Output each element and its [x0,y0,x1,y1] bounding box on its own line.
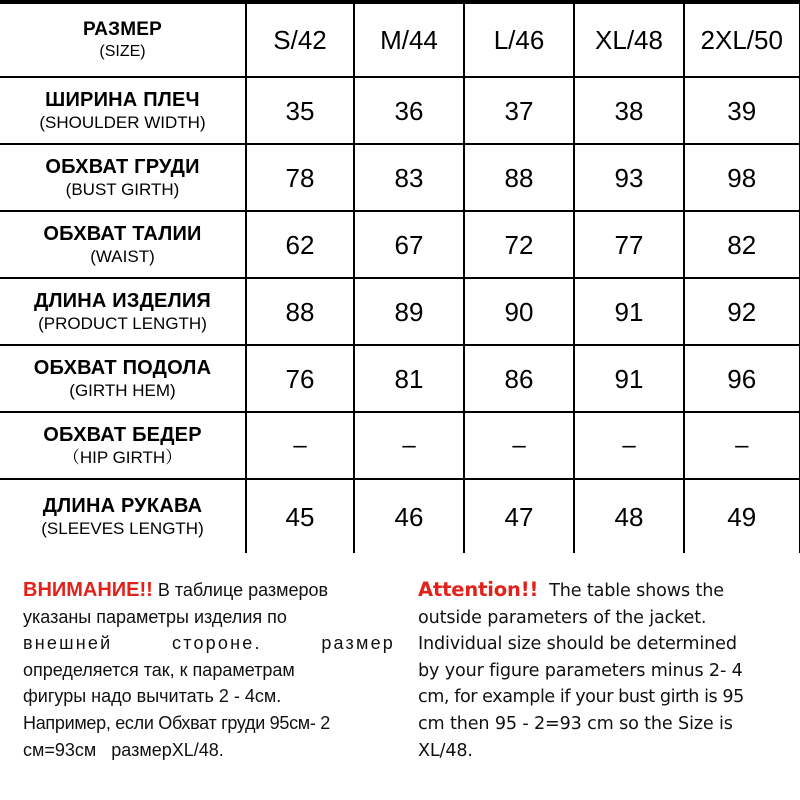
table-row [0,144,800,211]
value-cell: 36 [354,77,464,144]
row-label-cell [0,278,246,345]
row-label-en: (SHOULDER WIDTH) [39,113,206,132]
row-label-en: (WAIST) [90,247,155,266]
row-label-cell [0,144,246,211]
value-cell: 46 [354,479,464,555]
table-row [0,412,800,479]
note-line [23,577,395,604]
table-row [0,77,800,144]
value-cell: 39 [684,77,800,144]
row-label-cell [0,479,246,555]
row-label-ru: ДЛИНА РУКАВА [42,495,203,518]
row-label-en: （HIP GIRTH） [62,448,183,467]
row-label-ru: ОБХВАТ ГРУДИ [45,156,200,178]
value-cell: 88 [464,144,574,211]
value-cell: – [246,412,354,479]
value-cell: 77 [574,211,684,278]
row-label-en: (PRODUCT LENGTH) [38,314,207,333]
value-cell: 78 [246,144,354,211]
value-cell: 83 [354,144,464,211]
value-cell: 86 [464,345,574,412]
value-cell: – [354,412,464,479]
row-label-cell [0,412,246,479]
note-line: cm, for example if your bust girth is 95 [418,687,744,708]
row-label-ru: ОБХВАТ БЕДЕР [43,424,202,446]
table-row [0,211,800,278]
note-line: Individual size should be determined [418,634,737,655]
value-cell: 37 [464,77,574,144]
value-cell: 98 [684,144,800,211]
note-line: outside parameters of the jacket. [418,607,707,628]
value-cell: 82 [684,211,800,278]
value-cell: 90 [464,278,574,345]
value-cell: 47 [464,479,574,555]
value-cell: 62 [246,211,354,278]
note-line: XL/48. [418,740,473,761]
row-label-en: (BUST GIRTH) [65,180,180,199]
row-label-ru: ОБХВАТ ТАЛИИ [43,223,202,245]
note-line: Например, если Обхват груди 95см- 2 [23,712,330,733]
value-cell: 72 [464,211,574,278]
value-cell: 89 [354,278,464,345]
note-line: определяется так, к параметрам [23,659,295,680]
value-cell: 48 [574,479,684,555]
value-cell: 88 [246,278,354,345]
row-label-cell [0,211,246,278]
table-row [0,278,800,345]
note-text: The table shows the [538,581,724,601]
row-label-en: (GIRTH HEM) [69,381,176,400]
value-cell: 45 [246,479,354,555]
size-header-row [0,2,800,77]
value-cell: 67 [354,211,464,278]
row-label-ru: ОБХВАТ ПОДОЛА [33,357,212,379]
row-label-cell [0,345,246,412]
value-cell: 91 [574,345,684,412]
notes-section [0,553,800,800]
row-label-ru: ШИРИНА ПЛЕЧ [45,89,200,111]
attention-label-ru: ВНИМАНИЕ!! [23,579,153,601]
note-line: by your figure parameters minus 2- 4 [418,660,743,681]
row-label-en: (SLEEVES LENGTH) [41,519,204,539]
row-label-ru: ДЛИНА ИЗДЕЛИЯ [34,290,211,312]
row-label-cell [0,77,246,144]
note-line [418,577,784,605]
note-english [418,577,784,764]
note-line: см=93см размерXL/48. [23,739,224,760]
size-header-2xl: 2XL/50 [684,2,800,77]
value-cell: – [464,412,574,479]
note-line: внешней стороне. размер [23,633,395,654]
table-row [0,479,800,555]
value-cell: 96 [684,345,800,412]
value-cell: – [574,412,684,479]
size-label-ru: РАЗМЕР [83,19,162,40]
value-cell: 35 [246,77,354,144]
note-line: указаны параметры изделия по [23,606,287,627]
size-header-m: M/44 [354,2,464,77]
attention-label-en: Attention!! [418,578,539,601]
value-cell: – [684,412,800,479]
value-cell: 81 [354,345,464,412]
size-header-l: L/46 [464,2,574,77]
note-line: cm then 95 - 2=93 cm so the Size is [418,713,733,734]
value-cell: 92 [684,278,800,345]
value-cell: 91 [574,278,684,345]
size-header-xl: XL/48 [574,2,684,77]
size-label-cell [0,2,246,77]
table-row [0,345,800,412]
size-header-s: S/42 [246,2,354,77]
value-cell: 49 [684,479,800,555]
value-cell: 93 [574,144,684,211]
note-russian [23,577,395,763]
value-cell: 38 [574,77,684,144]
note-text: В таблице размеров [152,580,329,600]
value-cell: 76 [246,345,354,412]
note-line: фигуры надо вычитать 2 - 4см. [23,686,282,707]
size-label-en: (SIZE) [99,43,146,60]
